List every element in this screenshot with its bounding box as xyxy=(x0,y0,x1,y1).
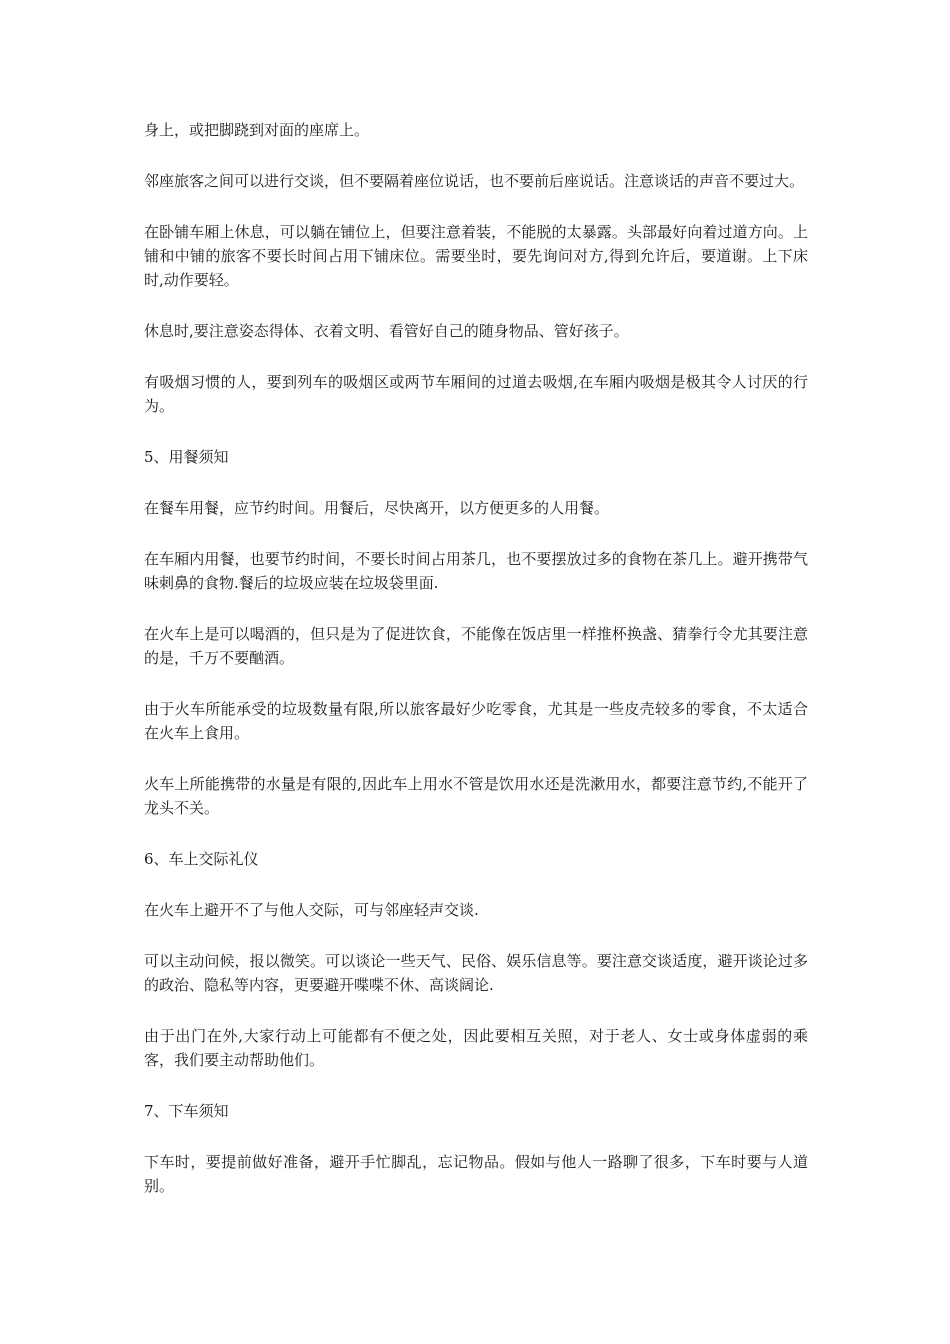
paragraph-social-intro: 在火车上避开不了与他人交际，可与邻座轻声交谈. xyxy=(144,901,479,919)
document-body xyxy=(144,118,808,1225)
section-heading-dining: 5、用餐须知 xyxy=(144,448,229,466)
paragraph-mutual-help: 由于出门在外,大家行动上可能都有不便之处，因此要相互关照，对于老人、女士或身体虚弱的乘客，我们要主动帮助他们。 xyxy=(144,1027,808,1069)
paragraph-getting-off: 下车时，要提前做好准备，避开手忙脚乱，忘记物品。假如与他人一路聊了很多，下车时要与人道别。 xyxy=(144,1153,808,1195)
paragraph-drinking: 在火车上是可以喝酒的，但只是为了促进饮食，不能像在饭店里一样推杯换盏、猜拳行令尤其要注意的是，千万不要酗酒。 xyxy=(144,625,808,667)
section-heading-getting-off: 7、下车须知 xyxy=(144,1102,229,1120)
paragraph-snacks: 由于火车所能承受的垃圾数量有限,所以旅客最好少吃零食，尤其是一些皮壳较多的零食，不太适合在火车上食用。 xyxy=(144,700,808,742)
paragraph-seat-posture-end: 身上，或把脚跷到对面的座席上。 xyxy=(144,121,370,139)
paragraph-dining-car: 在餐车用餐，应节约时间。用餐后，尽快离开，以方便更多的人用餐。 xyxy=(144,499,610,517)
paragraph-sleeper-rest: 在卧铺车厢上休息，可以躺在铺位上，但要注意着装，不能脱的太暴露。头部最好向着过道方向。上铺和中铺的旅客不要长时间占用下铺床位。需要坐时，要先询问对方,得到允许后，要道谢。上下床时,动作要轻。 xyxy=(144,223,808,289)
paragraph-rest-manners: 休息时,要注意姿态得体、衣着文明、看管好自己的随身物品、管好孩子。 xyxy=(144,322,629,340)
paragraph-dining-in-carriage: 在车厢内用餐，也要节约时间，不要长时间占用茶几，也不要摆放过多的食物在茶几上。避开携带气味刺鼻的食物.餐后的垃圾应装在垃圾袋里面. xyxy=(144,550,808,592)
paragraph-water-use: 火车上所能携带的水量是有限的,因此车上用水不管是饮用水还是洗漱用水，都要注意节约,不能开了龙头不关。 xyxy=(144,775,808,817)
paragraph-smoking: 有吸烟习惯的人，要到列车的吸烟区或两节车厢间的过道去吸烟,在车厢内吸烟是极其令人讨厌的行为。 xyxy=(144,373,808,415)
paragraph-conversation-topics: 可以主动问候，报以微笑。可以谈论一些天气、民俗、娱乐信息等。要注意交谈适度，避开谈论过多的政治、隐私等内容，更要避开喋喋不休、高谈阔论. xyxy=(144,952,808,994)
paragraph-neighbor-talk: 邻座旅客之间可以进行交谈，但不要隔着座位说话，也不要前后座说话。注意谈话的声音不要过大。 xyxy=(144,172,805,190)
section-heading-social: 6、车上交际礼仪 xyxy=(144,850,259,868)
